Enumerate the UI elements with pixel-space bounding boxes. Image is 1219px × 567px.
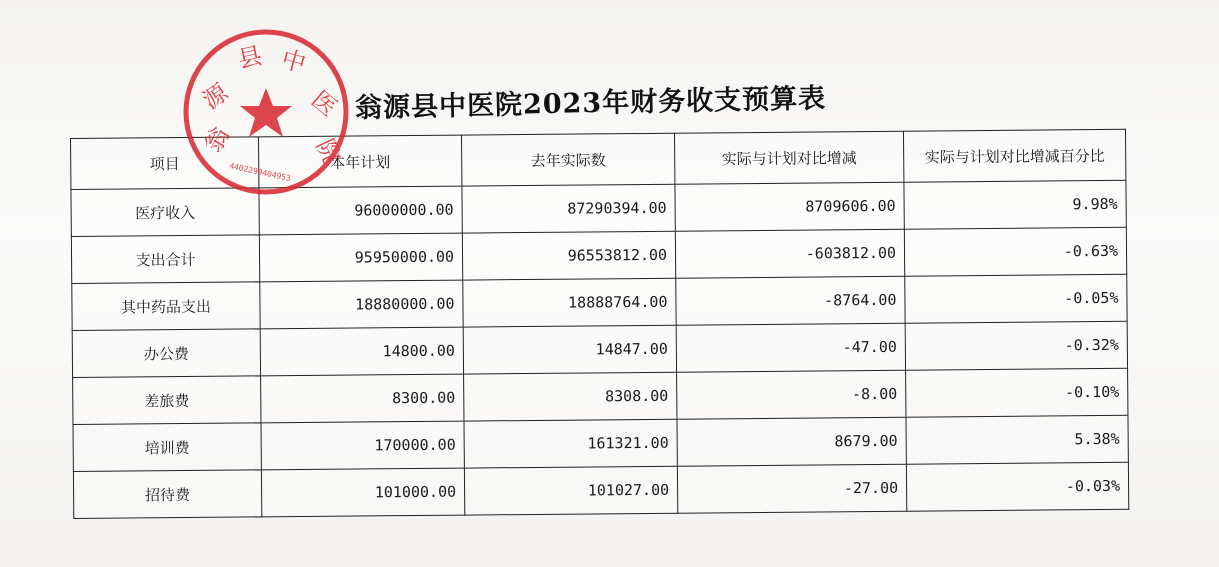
row-actual: 101027.00 [464,466,677,515]
document-title: 翁源县中医院2023年财务收支预算表 [354,83,827,124]
row-plan: 95950000.00 [259,233,462,282]
row-actual: 18888764.00 [463,278,676,327]
seal-char: 医 [306,85,343,123]
row-diff: -27.00 [677,464,906,513]
row-plan: 101000.00 [261,468,464,517]
row-item: 差旅费 [73,376,261,425]
row-item: 医疗收入 [71,188,259,237]
row-pct: 5.38% [906,415,1128,464]
row-item: 招待费 [73,470,261,519]
row-plan: 14800.00 [260,327,463,376]
row-pct: -0.32% [905,321,1127,370]
header-plan: 本年计划 [258,135,461,188]
row-actual: 14847.00 [463,325,676,374]
row-pct: -0.03% [906,462,1128,511]
row-diff: -603812.00 [675,229,904,278]
header-diff: 实际与计划对比增减 [674,131,903,184]
seal-char: 翁 [198,122,236,157]
row-plan: 170000.00 [261,421,464,470]
row-diff: 8709606.00 [675,182,904,231]
table-row [73,462,1128,518]
seal-char: 中 [278,44,309,79]
header-item: 项目 [71,137,259,190]
row-pct: -0.10% [906,368,1128,417]
row-item: 支出合计 [71,235,259,284]
row-pct: 9.98% [904,180,1126,229]
header-pct: 实际与计划对比增减百分比 [903,129,1125,182]
seal-char: 院 [310,134,347,169]
row-plan: 96000000.00 [259,186,462,235]
row-pct: -0.63% [904,227,1126,276]
row-item: 其中药品支出 [72,282,260,331]
table-header-row [71,129,1126,189]
seal-char: 源 [197,78,234,115]
row-plan: 18880000.00 [260,280,463,329]
row-diff: -8.00 [677,370,906,419]
row-diff: 8679.00 [677,417,906,466]
row-item: 培训费 [73,423,261,472]
row-pct: -0.05% [905,274,1127,323]
row-actual: 96553812.00 [462,231,675,280]
row-actual: 161321.00 [464,419,677,468]
row-actual: 8308.00 [464,372,677,421]
budget-table [70,129,1129,519]
row-diff: -8764.00 [676,276,905,325]
row-item: 办公费 [72,329,260,378]
row-diff: -47.00 [676,323,905,372]
row-plan: 8300.00 [261,374,464,423]
seal-code: 4402290404953 [228,161,292,184]
seal-char: 县 [235,41,265,74]
header-actual: 去年实际数 [461,133,674,186]
row-actual: 87290394.00 [462,184,675,233]
